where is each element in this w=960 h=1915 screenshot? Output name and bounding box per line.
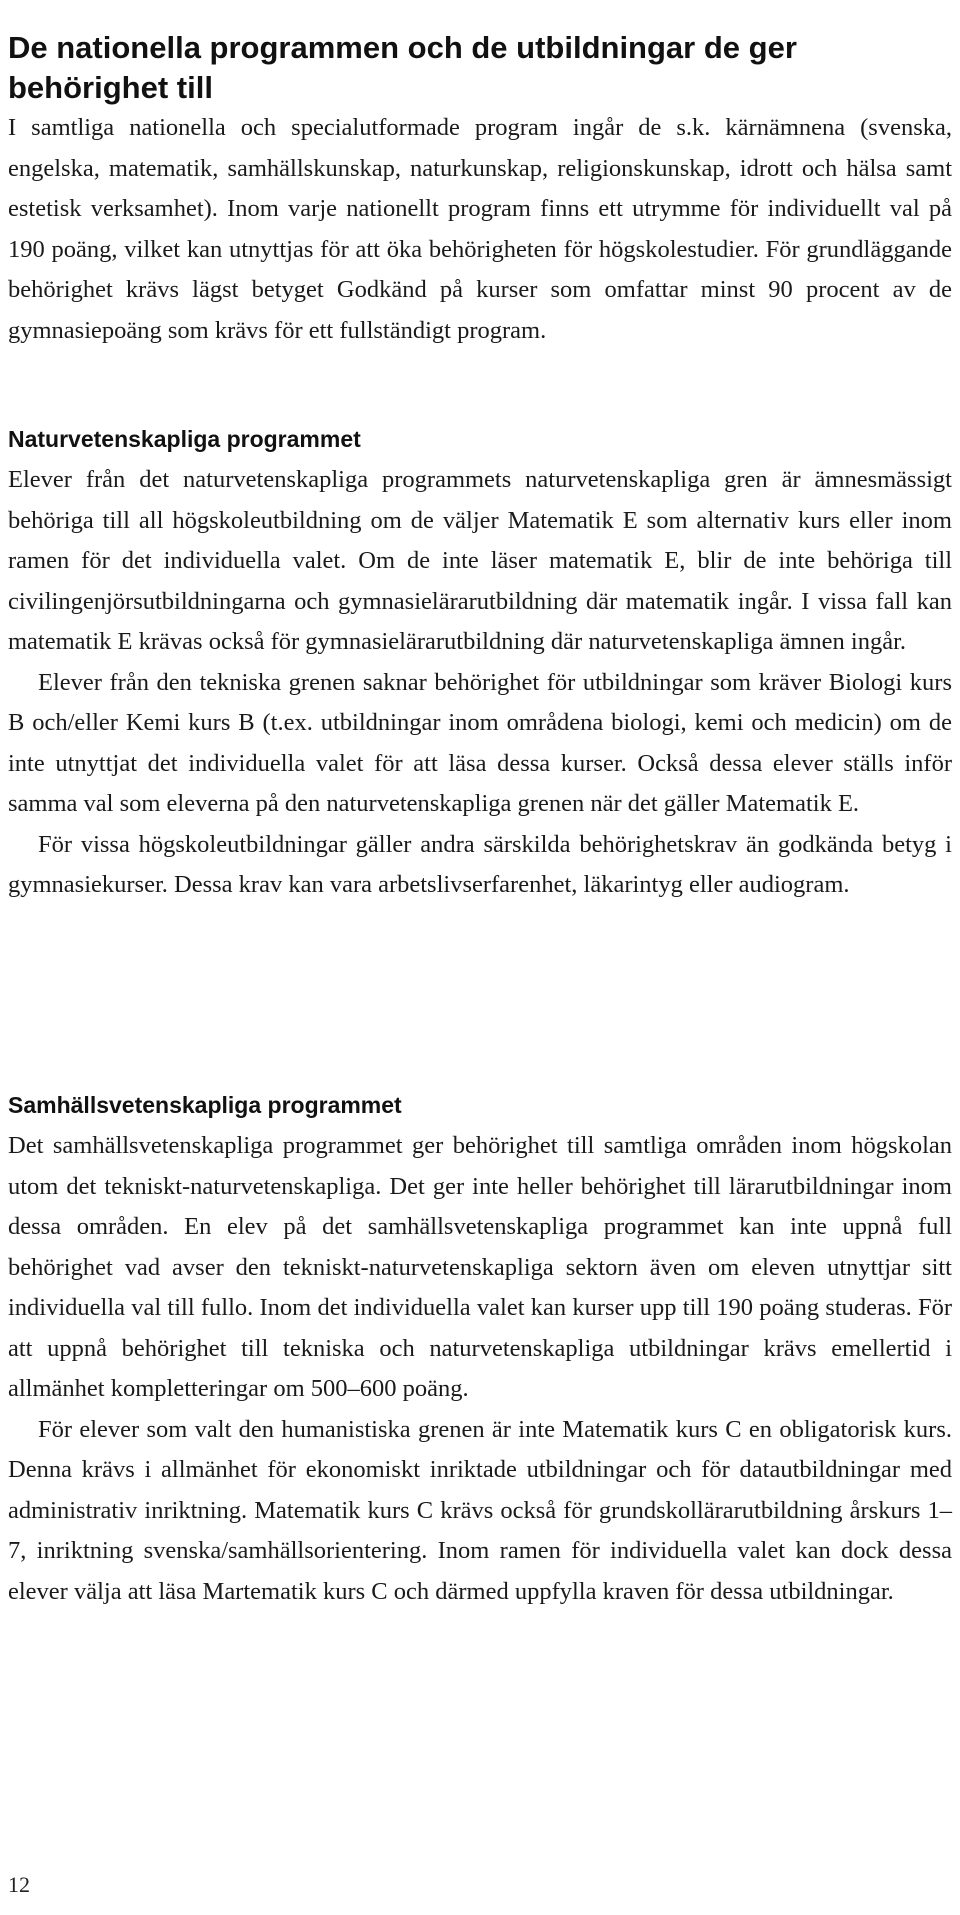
intro-paragraph: I samtliga nationella och specialutformade program ingår de s.k. kärnämnena (svenska, engelska, matematik, samhällskunskap, naturkunskap, religionskunskap, idrott och hälsa samt estetisk verksamhet). Inom varje nationellt program finns ett utrymme för individuellt val på 190 poäng, vilket kan utnyttjas för att öka behörigheten för högskolestudier. För grundläggande behörighet krävs lägst betyget Godkänd på kurser som omfattar minst 90 procent av de gymnasiepoäng som krävs för ett fullständigt program. bbox=[8, 114, 952, 344]
section-heading: Naturvetenskapliga programmet bbox=[8, 426, 361, 452]
section-samhallsvetenskapliga bbox=[8, 1090, 952, 1612]
body-paragraph: Det samhällsvetenskapliga programmet ger behörighet till samtliga områden inom högskolan utom det tekniskt-naturvetenskapliga. Det ger inte heller behörighet till lärarutbildningar inom dessa områden. En elev på det samhällsvetenskapliga programmet kan inte uppnå full behörighet vad avser den tekniskt-naturvetenskapliga sektorn även om eleven utnyttjar sitt individuella val till fullo. Inom det individuella valet kan kurser upp till 190 poäng studeras. För att uppnå behörighet till tekniska och naturvetenskapliga utbildningar krävs emellertid i allmänhet kompletteringar om 500–600 poäng. bbox=[8, 1132, 952, 1402]
page-number: 12 bbox=[8, 1872, 30, 1897]
section-naturvetenskapliga bbox=[8, 424, 952, 906]
body-paragraph: Elever från det naturvetenskapliga programmets naturvetenskapliga gren är ämnesmässigt behöriga till all högskoleutbildning om de väljer Matematik E som alternativ kurs eller inom ramen för det individuella valet. Om de inte läser matematik E, blir de inte behöriga till civilingenjörsutbildningarna och gymnasielärarutbildning där matematik ingår. I vissa fall kan matematik E krävas också för gymnasielärarutbildning där naturvetenskapliga ämnen ingår. bbox=[8, 466, 952, 655]
body-paragraph: Elever från den tekniska grenen saknar behörighet för utbildningar som kräver Biologi kurs B och/eller Kemi kurs B (t.ex. utbildningar inom områdena biologi, kemi och medicin) om de inte utnyttjat det individuella valet för att läsa dessa kurser. Också dessa elever ställs inför samma val som eleverna på den naturvetenskapliga grenen när det gäller Matematik E. bbox=[8, 668, 952, 817]
intro-section bbox=[8, 28, 952, 351]
page-title: De nationella programmen och de utbildningar de ger behörighet till bbox=[8, 30, 797, 105]
body-paragraph: För elever som valt den humanistiska grenen är inte Matematik kurs C en obligatorisk kurs. Denna krävs i allmänhet för ekonomiskt inriktade utbildningar och för datautbildningar med administrativ inriktning. Matematik kurs C krävs också för grundskollärarutbildning årskurs 1–7, inriktning svenska/samhällsorientering. Inom ramen för individuella valet kan dock dessa elever välja att läsa Martematik kurs C och därmed uppfylla kraven för dessa utbildningar. bbox=[8, 1415, 952, 1605]
section-heading: Samhällsvetenskapliga programmet bbox=[8, 1092, 402, 1118]
body-paragraph: För vissa högskoleutbildningar gäller andra särskilda behörighetskrav än godkända betyg i gymnasiekurser. Dessa krav kan vara arbetslivserfarenhet, läkarintyg eller audiogram. bbox=[8, 830, 952, 898]
